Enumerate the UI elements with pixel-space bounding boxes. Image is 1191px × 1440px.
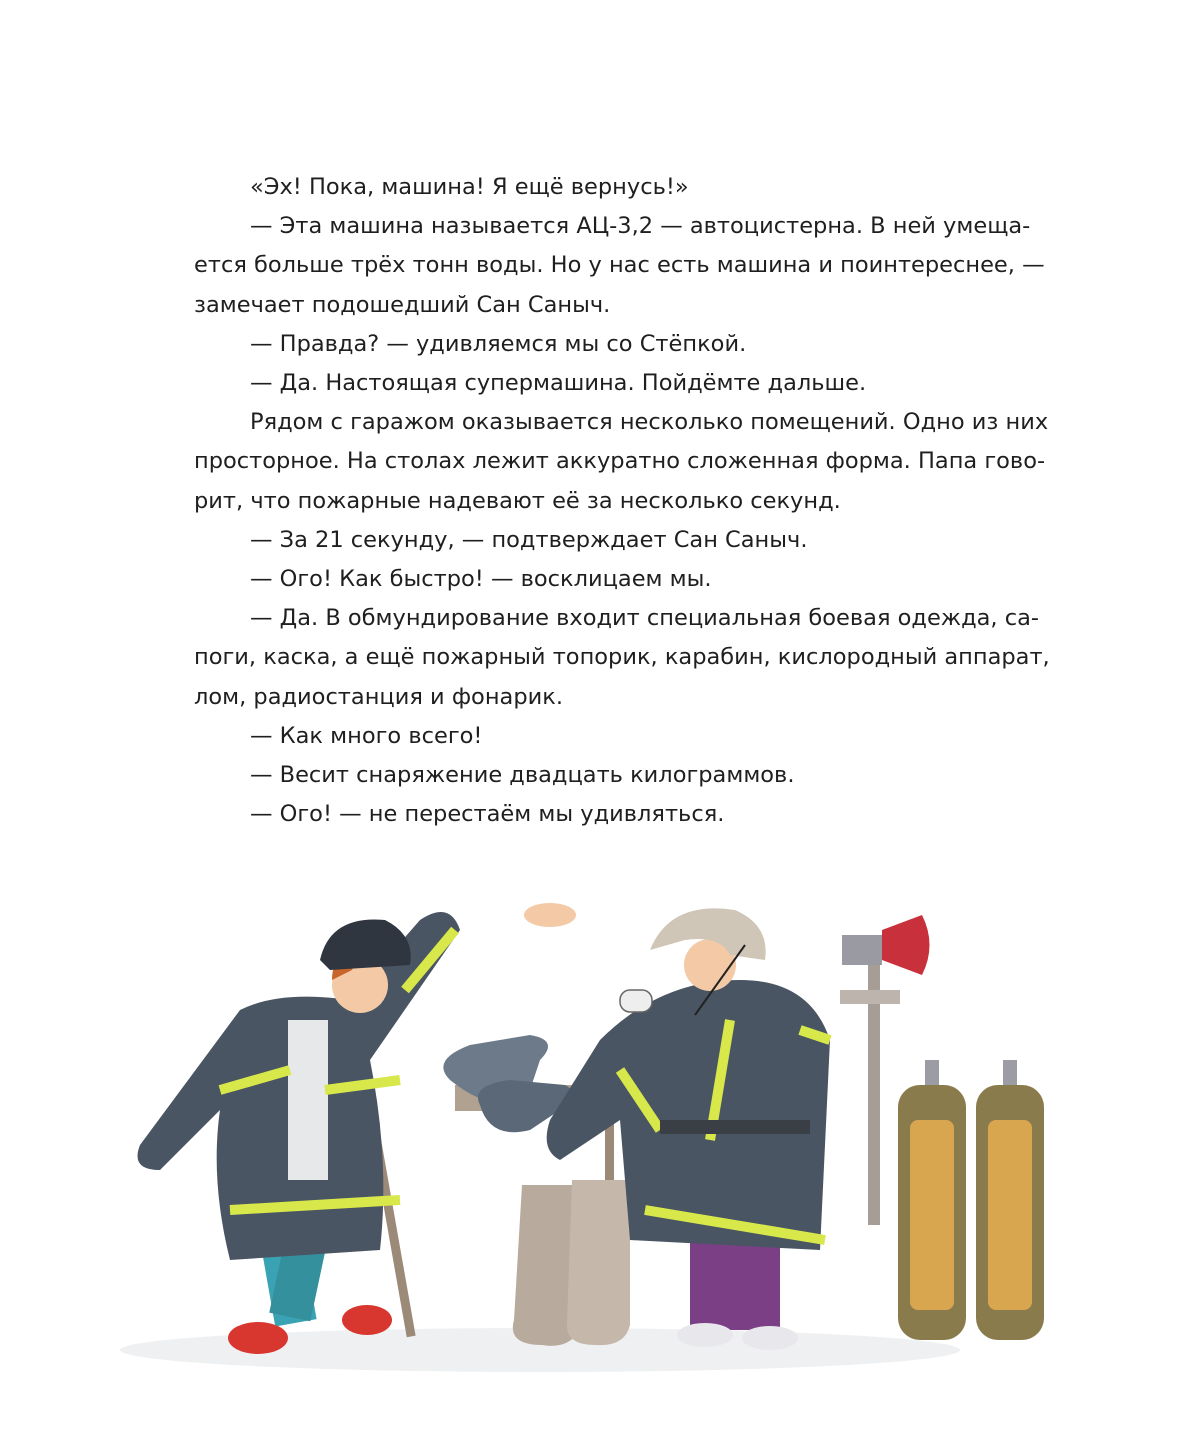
paragraph-line: — За 21 секунду, — подтверждает Сан Саныч. — [250, 526, 808, 553]
paragraph-line: — Да. Настоящая супермашина. Пойдёмте дальше. — [250, 370, 867, 397]
cylinder-right-label — [988, 1120, 1032, 1310]
paragraph-line: просторное. На столах лежит аккуратно сложенная форма. Папа гово- — [194, 448, 1046, 475]
paragraph-line: — Да. В обмундирование входит специальная боевая одежда, са- — [250, 605, 1039, 632]
axe-head — [882, 915, 930, 975]
paragraph-line: — Как много всего! — [250, 722, 483, 749]
cylinder-left-label — [910, 1120, 954, 1310]
axe-pole — [868, 935, 880, 1225]
oxygen-cylinders — [898, 1060, 1044, 1340]
boy-hand — [524, 903, 576, 927]
boy-helmet — [320, 920, 411, 971]
story-text — [194, 168, 1050, 834]
paragraph-line: — Весит снаряжение двадцать килограммов. — [250, 762, 795, 789]
boy-shoe-left — [228, 1322, 288, 1354]
axe-holder — [840, 990, 900, 1004]
girl-shoe-left — [677, 1323, 733, 1347]
paragraph-line: рит, что пожарные надевают её за несколько секунд. — [194, 487, 841, 514]
paragraph-line: — Ого! — не перестаём мы удивляться. — [250, 801, 725, 828]
boy-shirt — [288, 1020, 328, 1180]
girl-belt — [660, 1120, 810, 1134]
paragraph-line: «Эх! Пока, машина! Я ещё вернусь!» — [250, 174, 689, 200]
boot-right — [567, 1180, 630, 1345]
paragraph-line: замечает подошедший Сан Саныч. — [194, 291, 611, 318]
paragraph-line: — Эта машина называется АЦ-3,2 — автоцистерна. В ней умеща- — [250, 213, 1031, 240]
paragraph-line: — Правда? — удивляемся мы со Стёпкой. — [250, 330, 747, 357]
stopwatch-icon — [620, 990, 652, 1012]
cylinder-left-valve — [925, 1060, 939, 1088]
boots — [513, 1180, 630, 1346]
paragraph-line: поги, каска, а ещё пожарный топорик, карабин, кислородный аппарат, — [194, 644, 1050, 671]
paragraph-line: — Ого! Как быстро! — восклицаем мы. — [250, 566, 712, 593]
firefighters-illustration — [120, 880, 1080, 1420]
axe-socket — [842, 935, 882, 965]
paragraph-line: лом, радиостанция и фонарик. — [194, 683, 563, 710]
paragraph-line: ется больше трёх тонн воды. Но у нас есть машина и поинтереснее, — — [194, 252, 1045, 279]
paragraph-line: Рядом с гаражом оказывается несколько помещений. Одно из них — [250, 409, 1049, 436]
cylinder-right-valve — [1003, 1060, 1017, 1088]
girl-shoe-right — [742, 1326, 798, 1350]
boy-shoe-right — [342, 1305, 392, 1335]
